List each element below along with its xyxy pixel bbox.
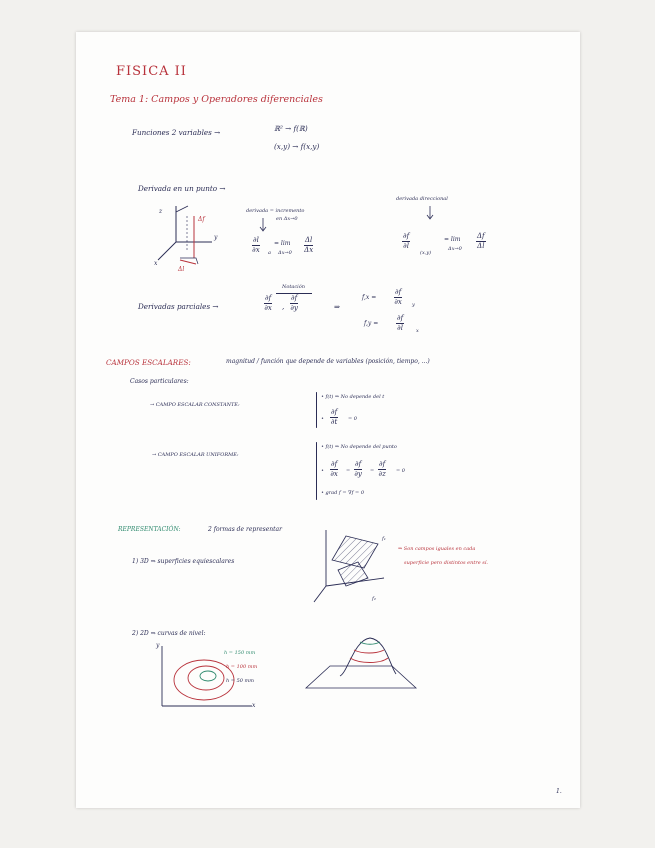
arrow-down-sketch-2 bbox=[426, 206, 436, 220]
partial-r1-lhs: f,x = bbox=[362, 294, 377, 301]
formula-right-frac: $\frac{\Delta f}{\Delta l}$ bbox=[477, 232, 485, 250]
functions-label: Funciones 2 variables → bbox=[132, 128, 221, 137]
note-derivative-increment-2: en Δx→0 bbox=[276, 216, 298, 222]
page-title: FISICA II bbox=[116, 64, 187, 79]
partial-implies: ⇒ bbox=[334, 302, 341, 311]
formula-left-frac: $\frac{\Delta l}{\Delta x}$ bbox=[304, 236, 314, 254]
constant-field-rule-2-bullet: • bbox=[321, 416, 324, 422]
constant-field-brace bbox=[316, 392, 317, 428]
scalar-fields-heading: CAMPOS ESCALARES: bbox=[106, 358, 191, 367]
representation-item-3d: 1) 3D ⇒ superficies equiescalares bbox=[132, 558, 235, 565]
uniform-field-rule-2-bullet: • bbox=[321, 468, 324, 474]
constant-field-rule-2-frac: $\frac{\partial f}{\partial t}$ bbox=[330, 408, 338, 426]
formula-right-rhs: = lim bbox=[444, 236, 461, 243]
uniform-field-rule-2-eq: = 0 bbox=[396, 468, 405, 474]
partial-r2: $\frac{\partial f}{\partial l}$ bbox=[397, 314, 404, 332]
constant-field-rule-2-eq: = 0 bbox=[348, 416, 357, 422]
level-axis-y: y bbox=[156, 642, 160, 649]
formula-right-rhs-sub: Δx→0 bbox=[448, 246, 462, 252]
partial-r2-lhs: f,y = bbox=[364, 320, 379, 327]
level-h3-label: h = 50 mm bbox=[226, 678, 255, 684]
representation-item-2d: 2) 2D ⇒ curvas de nivel: bbox=[132, 630, 206, 637]
partial-r1-sub: y bbox=[412, 302, 415, 308]
derivative-point-label: Derivada en un punto → bbox=[138, 184, 226, 193]
formula-right-lhs: $\frac{\partial f}{\partial l}$ bbox=[403, 232, 410, 250]
axes-3d-sketch bbox=[154, 202, 224, 282]
axis-x-label: x bbox=[154, 260, 158, 267]
delta-f-label: Δf bbox=[198, 216, 205, 223]
representation-subtitle: 2 formas de representar bbox=[208, 526, 283, 533]
axis-y-label: y bbox=[214, 234, 218, 241]
partial-comma: , bbox=[282, 302, 285, 311]
axis-z-label: z bbox=[159, 208, 163, 215]
mountain-surface-sketch bbox=[296, 626, 426, 696]
surface-f1-label: f₁ bbox=[382, 536, 386, 542]
partial-d2: $\frac{\partial f}{\partial y}$ bbox=[290, 294, 298, 312]
partial-r1: $\frac{\partial f}{\partial x}$ bbox=[394, 288, 402, 306]
partial-r2-sub: x bbox=[416, 328, 419, 334]
constant-field-label: → CAMPO ESCALAR CONSTANTE: bbox=[150, 402, 240, 408]
arrow-down-sketch bbox=[259, 218, 269, 232]
surfaces-note-2: superficie pero distintos entre sí. bbox=[404, 560, 489, 566]
scalar-fields-definition: magnitud / función que depende de variables (posición, tiempo, ...) bbox=[226, 358, 430, 365]
uniform-field-rule-2-dx: $\frac{\partial f}{\partial x}$ bbox=[330, 460, 338, 478]
uniform-field-brace bbox=[316, 442, 317, 500]
functions-map-1: ℝ² → f(ℝ) bbox=[274, 124, 308, 133]
notebook-page bbox=[76, 32, 580, 808]
uniform-field-rule-1: • f(t) ⇒ No depende del punto bbox=[321, 444, 397, 450]
delta-l-label: Δl bbox=[178, 266, 185, 273]
uniform-field-eq-b: = bbox=[370, 468, 375, 474]
partial-d1: $\frac{\partial f}{\partial x}$ bbox=[264, 294, 272, 312]
level-h1-label: h = 150 mm bbox=[224, 650, 256, 656]
functions-map-2: (x,y) → f(x,y) bbox=[274, 142, 320, 151]
representation-heading: REPRESENTACIÓN: bbox=[118, 526, 181, 533]
uniform-field-rule-2-dz: $\frac{\partial f}{\partial z}$ bbox=[378, 460, 386, 478]
level-h2-label: h = 100 mm bbox=[226, 664, 258, 670]
topic-heading: Tema 1: Campos y Operadores diferenciales bbox=[110, 94, 323, 105]
special-cases-label: Casos particulares: bbox=[130, 378, 189, 385]
page-number: 1. bbox=[556, 788, 562, 795]
uniform-field-rule-2-dy: $\frac{\partial f}{\partial y}$ bbox=[354, 460, 362, 478]
uniform-field-eq-a: = bbox=[346, 468, 351, 474]
surface-f2-label: f₂ bbox=[372, 596, 376, 602]
notation-label: Notación bbox=[282, 284, 306, 290]
surfaces-note-1: ⇒ Son campos iguales en cada bbox=[398, 546, 476, 552]
formula-left-rhs: = lim bbox=[274, 240, 291, 247]
note-derivative-increment: derivada = incremento bbox=[246, 208, 305, 214]
constant-field-rule-1: • f(t) ⇒ No depende del t bbox=[321, 394, 385, 400]
formula-left-sub: a bbox=[268, 250, 271, 256]
uniform-field-label: → CAMPO ESCALAR UNIFORME: bbox=[152, 452, 239, 458]
uniform-field-rule-3: • grad f = ∇f = 0 bbox=[321, 490, 365, 496]
formula-left-rhs-sub: Δx→0 bbox=[278, 250, 292, 256]
formula-right-sub: (x,y) bbox=[420, 250, 432, 256]
level-axis-x: x bbox=[252, 702, 256, 709]
formula-left-lhs: $\frac{\partial l}{\partial x}$ bbox=[252, 236, 260, 254]
note-directional-derivative: derivada direccional bbox=[396, 196, 448, 202]
partial-derivatives-label: Derivadas parciales → bbox=[138, 302, 219, 311]
equiscalar-surfaces-sketch bbox=[312, 526, 392, 606]
